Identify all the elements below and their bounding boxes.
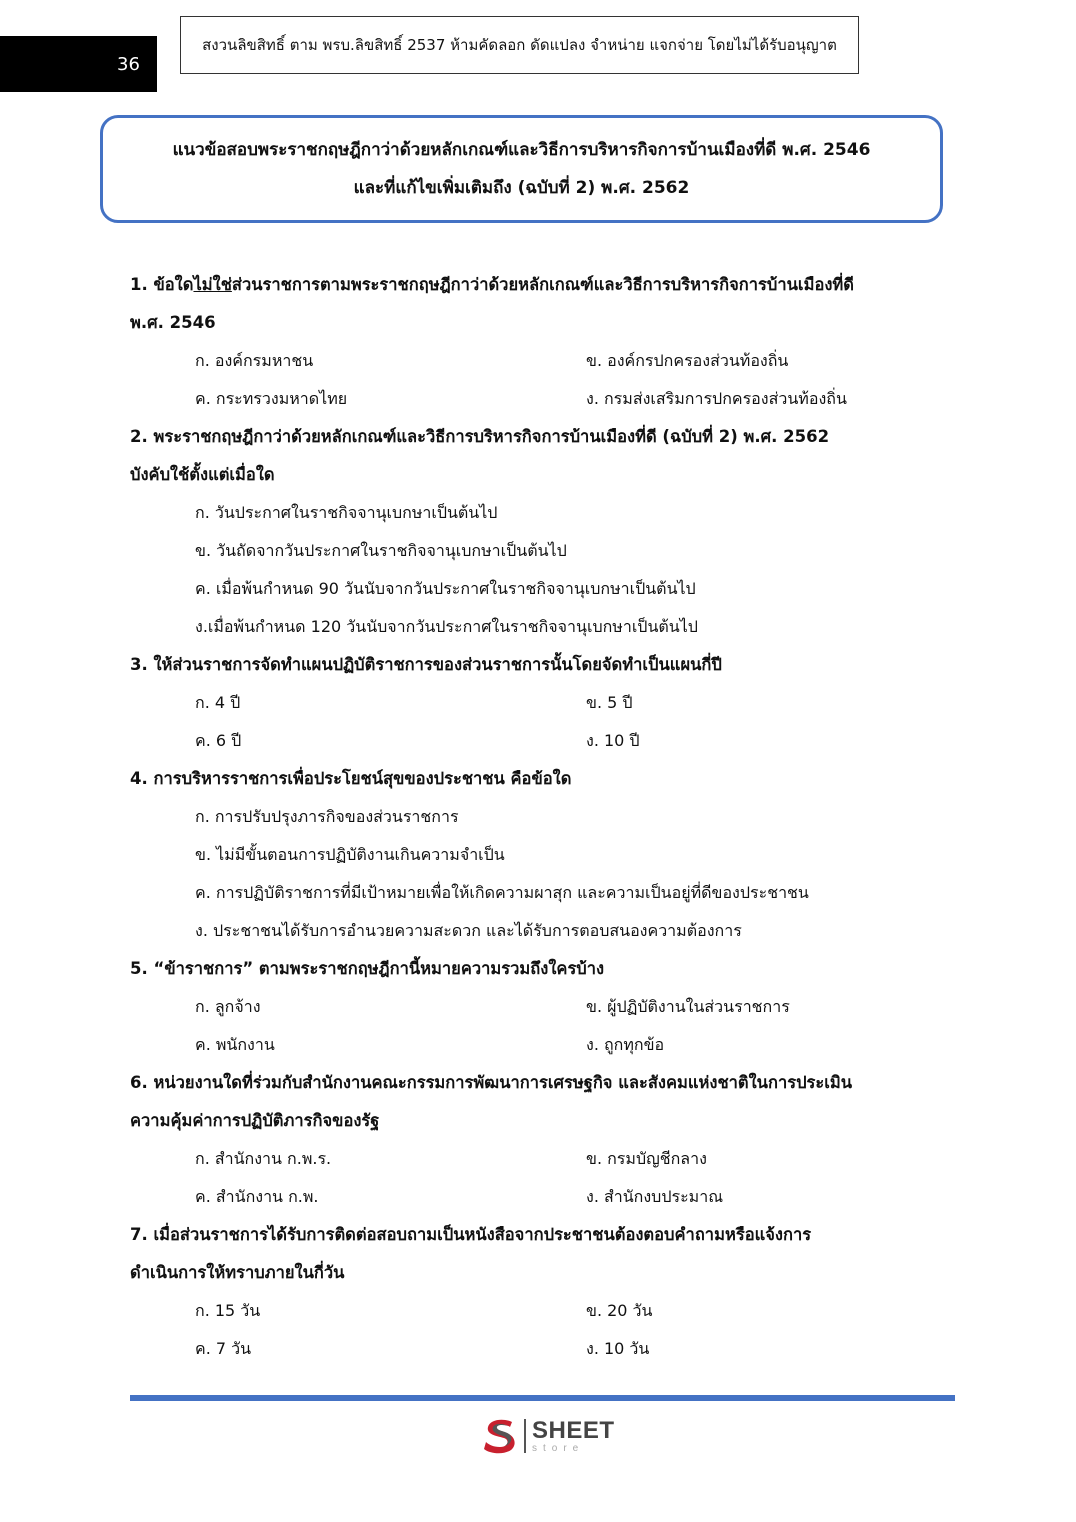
question-2-option-b: ข. วันถัดจากวันประกาศในราชกิจจานุเบกษาเป็นต้นไป — [195, 541, 567, 560]
question-1-option-c: ค. กระทรวงมหาดไทย — [195, 389, 348, 408]
question-7-text-cont: ดำเนินการให้ทราบภายในกี่วัน — [130, 1263, 345, 1282]
question-3-option-c: ค. 6 ปี — [195, 731, 242, 750]
copyright-notice: สงวนลิขสิทธิ์ ตาม พรบ.ลิขสิทธิ์ 2537 ห้ามคัดลอก ดัดแปลง จำหน่าย แจกจ่าย โดยไม่ได้รับอนุญาต — [180, 16, 859, 74]
question-6-option-a: ก. สำนักงาน ก.พ.ร. — [195, 1149, 332, 1168]
sheet-store-s-icon — [478, 1414, 522, 1458]
question-1-option-a: ก. องค์กรมหาชน — [195, 351, 314, 370]
question-2-option-c: ค. เมื่อพ้นกำหนด 90 วันนับจากวันประกาศในราชกิจจานุเบกษาเป็นต้นไป — [195, 579, 696, 598]
question-4-option-a: ก. การปรับปรุงภารกิจของส่วนราชการ — [195, 807, 459, 826]
exam-title-line-2: และที่แก้ไขเพิ่มเติมถึง (ฉบับที่ 2) พ.ศ. 2562 — [353, 178, 690, 198]
question-5-option-a: ก. ลูกจ้าง — [195, 997, 261, 1016]
question-6-text-cont: ความคุ้มค่าการปฏิบัติภารกิจของรัฐ — [130, 1111, 380, 1130]
question-4-option-b: ข. ไม่มีขั้นตอนการปฏิบัติงานเกินความจำเป็น — [195, 845, 505, 864]
question-4-text: 4. การบริหารราชการเพื่อประโยชน์สุขของประชาชน คือข้อใด — [130, 769, 572, 788]
question-3-option-a: ก. 4 ปี — [195, 693, 241, 712]
footer-rule — [130, 1395, 955, 1401]
question-5-text: 5. “ข้าราชการ” ตามพระราชกฤษฎีกานี้หมายความรวมถึงใครบ้าง — [130, 959, 605, 978]
exam-title-box — [100, 115, 943, 223]
question-6-option-b: ข. กรมบัญชีกลาง — [586, 1149, 707, 1168]
question-3-option-d: ง. 10 ปี — [586, 731, 640, 750]
question-1-option-b: ข. องค์กรปกครองส่วนท้องถิ่น — [586, 351, 789, 370]
question-2-option-d: ง.เมื่อพ้นกำหนด 120 วันนับจากวันประกาศในราชกิจจานุเบกษาเป็นต้นไป — [195, 617, 698, 636]
exam-title-line-1: แนวข้อสอบพระราชกฤษฎีกาว่าด้วยหลักเกณฑ์และวิธีการบริหารกิจการบ้านเมืองที่ดี พ.ศ. 2546 — [172, 140, 871, 160]
question-1-text-cont: พ.ศ. 2546 — [130, 313, 216, 332]
question-4-option-c: ค. การปฏิบัติราชการที่มีเป้าหมายเพื่อให้เกิดความผาสุก และความเป็นอยู่ที่ดีของประชาชน — [195, 883, 809, 902]
logo-word: SHEET — [532, 1416, 615, 1444]
question-7-option-c: ค. 7 วัน — [195, 1339, 252, 1358]
question-5-option-d: ง. ถูกทุกข้อ — [586, 1035, 665, 1054]
question-6-option-c: ค. สำนักงาน ก.พ. — [195, 1187, 319, 1206]
logo-separator — [524, 1419, 526, 1453]
sheet-store-logo — [478, 1414, 615, 1458]
question-4-option-d: ง. ประชาชนได้รับการอำนวยความสะดวก และได้รับการตอบสนองความต้องการ — [195, 921, 742, 940]
question-1-text: 1. ข้อใดไม่ใช่ส่วนราชการตามพระราชกฤษฎีกาว่าด้วยหลักเกณฑ์และวิธีการบริหารกิจการบ้านเมืองที่ดี — [130, 275, 854, 294]
page-number: 36 — [0, 36, 157, 92]
question-7-option-a: ก. 15 วัน — [195, 1301, 261, 1320]
question-3-text: 3. ให้ส่วนราชการจัดทำแผนปฏิบัติราชการของส่วนราชการนั้นโดยจัดทำเป็นแผนกี่ปี — [130, 655, 722, 674]
question-2-text: 2. พระราชกฤษฎีกาว่าด้วยหลักเกณฑ์และวิธีการบริหารกิจการบ้านเมืองที่ดี (ฉบับที่ 2) พ.ศ. 2562 — [130, 427, 830, 446]
question-3-option-b: ข. 5 ปี — [586, 693, 633, 712]
question-7-option-b: ข. 20 วัน — [586, 1301, 653, 1320]
question-6-option-d: ง. สำนักงบประมาณ — [586, 1187, 724, 1206]
question-6-text: 6. หน่วยงานใดที่ร่วมกับสำนักงานคณะกรรมการพัฒนาการเศรษฐกิจ และสังคมแห่งชาติในการประเมิน — [130, 1073, 853, 1092]
question-2-text-cont: บังคับใช้ตั้งแต่เมื่อใด — [130, 465, 275, 484]
question-7-option-d: ง. 10 วัน — [586, 1339, 650, 1358]
logo-subword: store — [532, 1442, 585, 1454]
question-2-option-a: ก. วันประกาศในราชกิจจานุเบกษาเป็นต้นไป — [195, 503, 498, 522]
question-5-option-b: ข. ผู้ปฏิบัติงานในส่วนราชการ — [586, 997, 790, 1016]
question-5-option-c: ค. พนักงาน — [195, 1035, 275, 1054]
question-7-text: 7. เมื่อส่วนราชการได้รับการติดต่อสอบถามเป็นหนังสือจากประชาชนต้องตอบคำถามหรือแจ้งการ — [130, 1225, 812, 1244]
question-1-option-d: ง. กรมส่งเสริมการปกครองส่วนท้องถิ่น — [586, 389, 847, 408]
